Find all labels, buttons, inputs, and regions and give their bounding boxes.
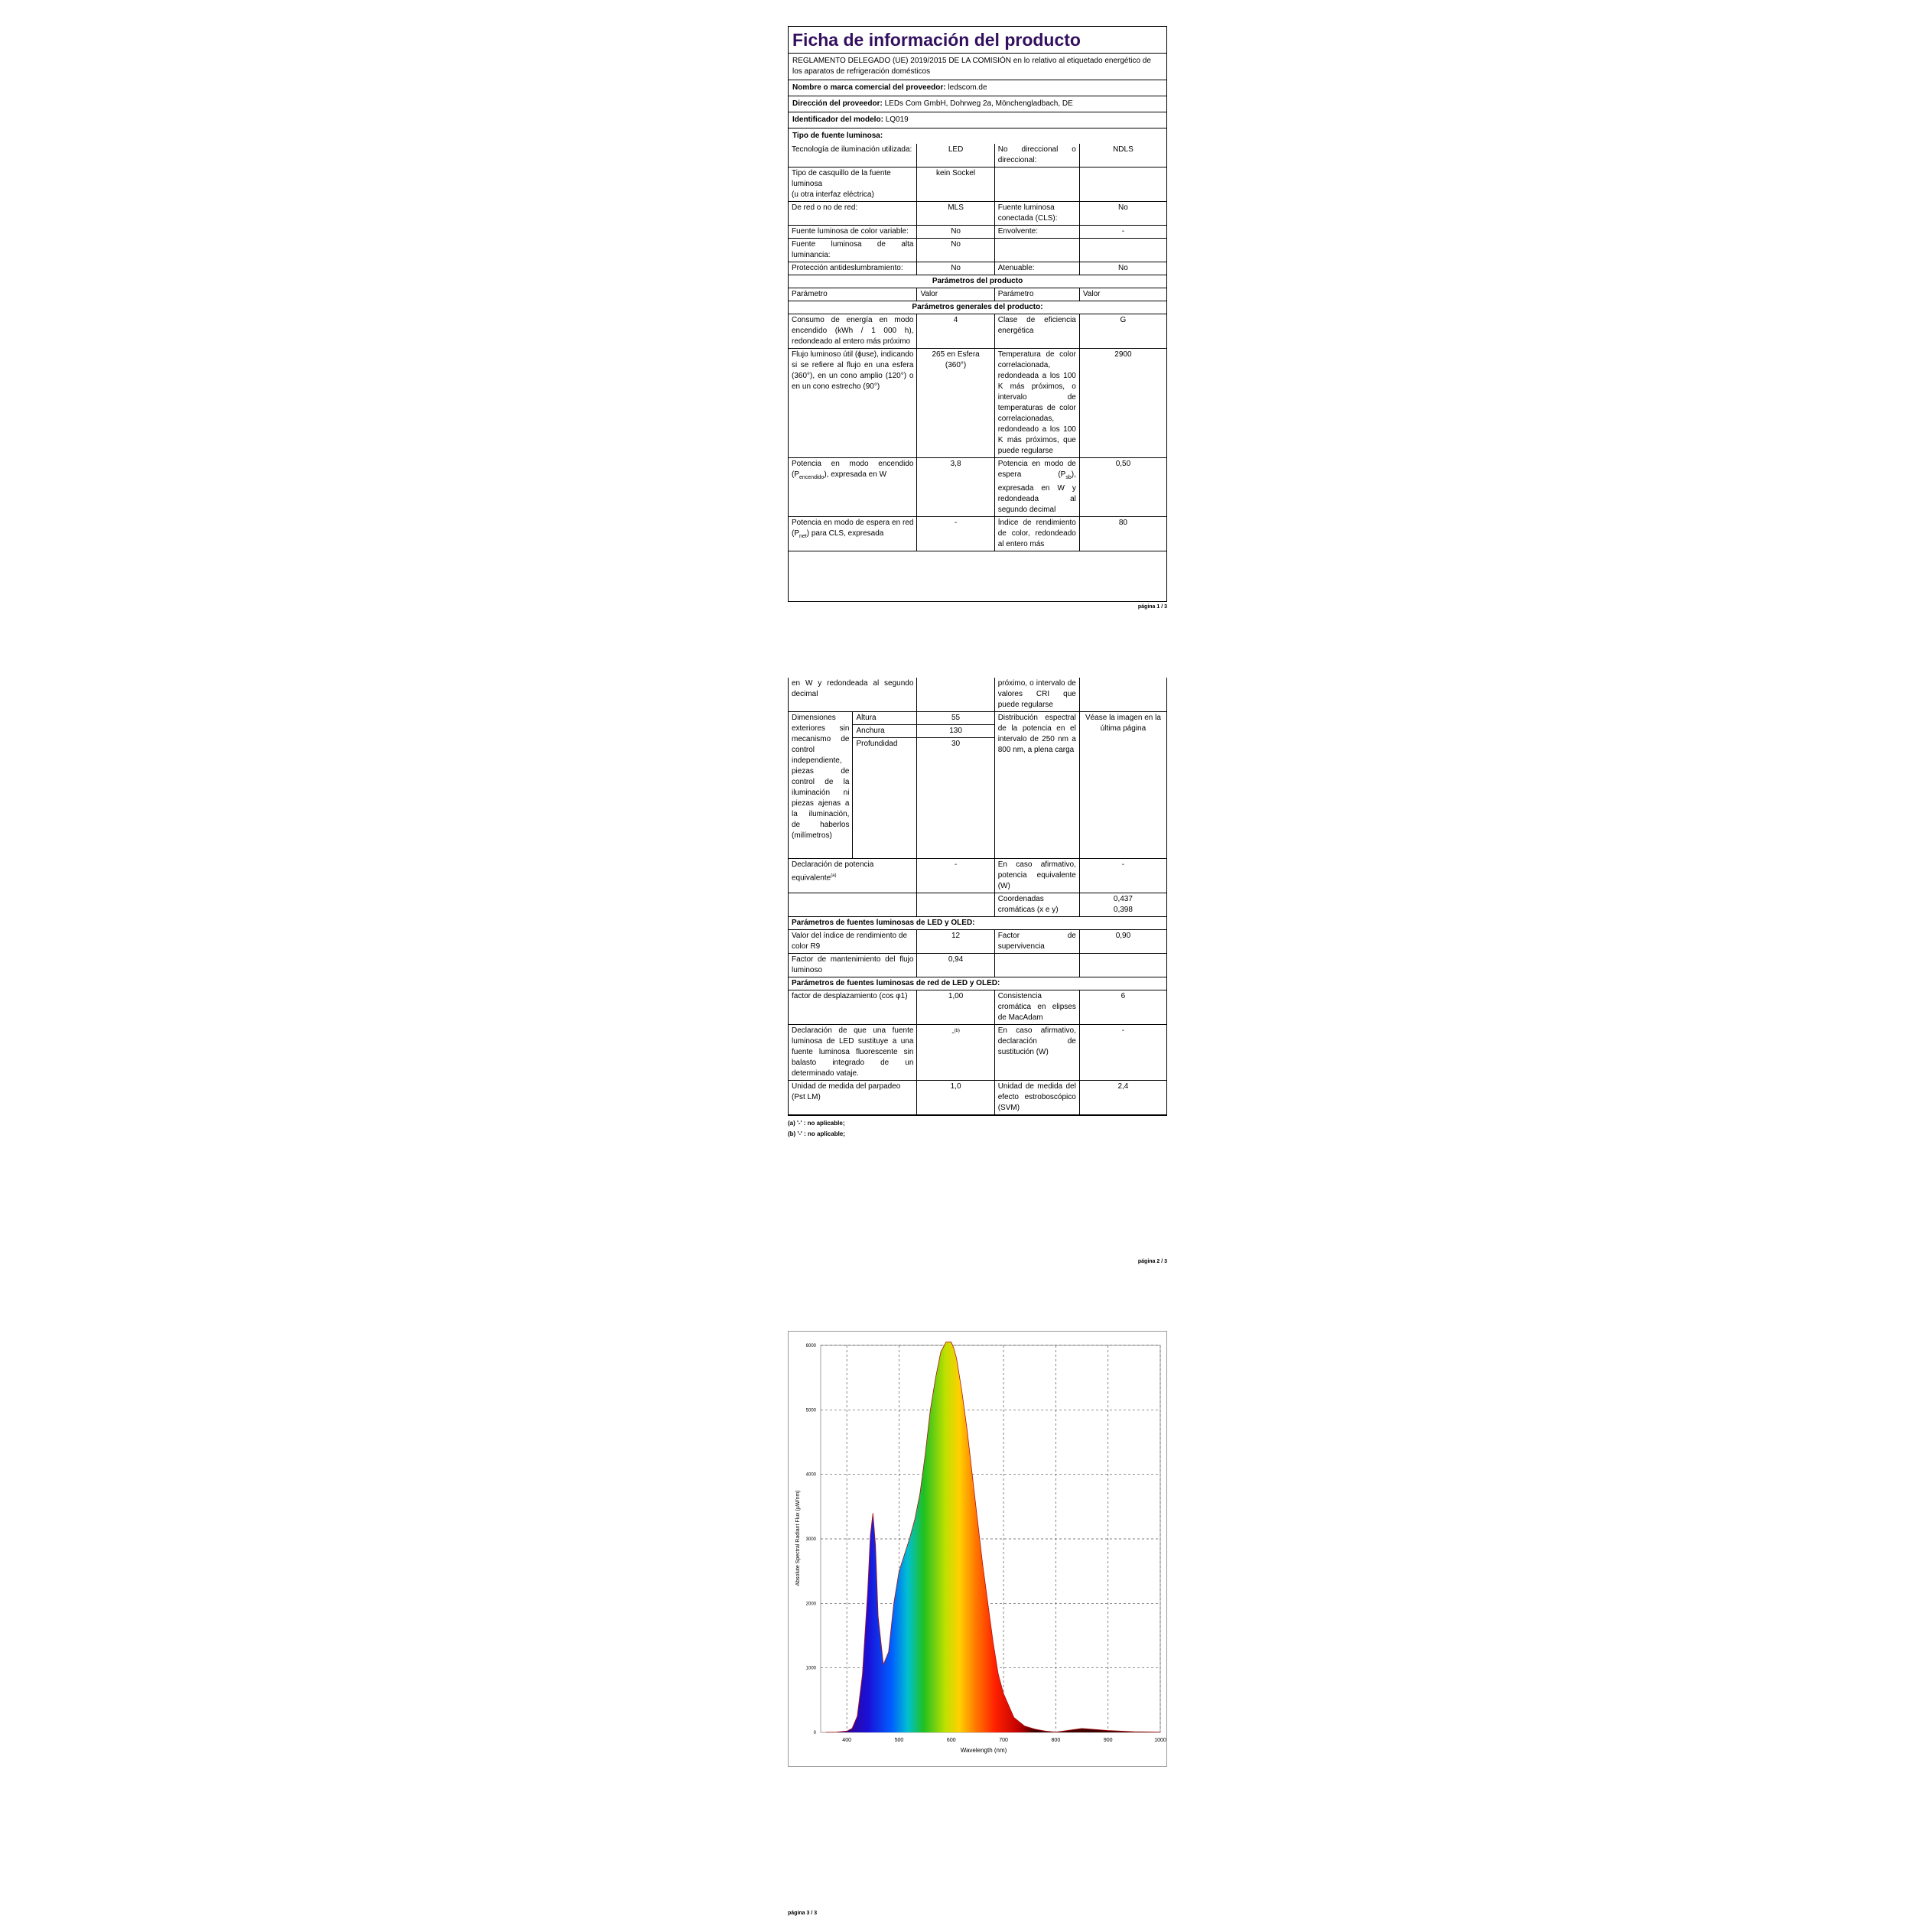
eff-class-label: Clase de eficiencia energética: [994, 314, 1079, 349]
width-label: Anchura: [853, 725, 917, 738]
empty-cell: [917, 893, 994, 917]
depth-value: 30: [917, 738, 994, 859]
equiv-label-text: Declaración de potencia equivalente: [792, 860, 874, 883]
x-tick-label: 500: [894, 1738, 904, 1743]
mains-value: MLS: [917, 202, 994, 226]
r9-value: 12: [917, 930, 994, 954]
model-label: Identificador del modelo:: [792, 115, 883, 124]
y-tick-label: 1000: [805, 1666, 816, 1671]
table-row: [789, 1025, 1166, 1081]
net-standby-label-cont: en W y redondeada al segundo decimal: [789, 678, 917, 712]
replace-w-label: En caso afirmativo, declaración de sustitución (W): [994, 1025, 1079, 1081]
page-number: página 3 / 3: [788, 1911, 818, 1916]
energy-label: Consumo de energía en modo encendido (kWh / 1 000 h), redondeado al entero más próximo: [789, 314, 917, 349]
empty-cell: [1079, 239, 1166, 262]
x-tick-label: 800: [1051, 1738, 1061, 1743]
eff-class-value: G: [1079, 314, 1166, 349]
r9-label: Valor del índice de rendimiento de color R9: [789, 930, 917, 954]
tech-label: Tecnología de iluminación utilizada:: [789, 144, 917, 168]
cri-label-cont: próximo, o intervalo de valores CRI que puede regularse: [994, 678, 1079, 712]
page-number: página 1 / 3: [1137, 604, 1167, 610]
footnote-b: (b) '-' : no aplicable;: [788, 1130, 845, 1137]
flicker-value: 1,0: [917, 1081, 994, 1115]
empty-cell: [994, 168, 1079, 202]
standby-label-a: Potencia en modo de espera (P: [997, 460, 1076, 479]
anti-glare-label: Protección antideslumbramiento:: [789, 262, 917, 275]
mains-led-params-heading: Parámetros de fuentes luminosas de red de LED y OLED:: [789, 977, 1166, 990]
x-axis-label: Wavelength (nm): [960, 1747, 1007, 1754]
y-tick-label: 6000: [805, 1344, 816, 1348]
spectrum-area: [826, 1342, 1160, 1732]
net-standby-label-a: Potencia en modo de espera en red (P: [792, 519, 914, 538]
y-tick-label: 0: [813, 1731, 816, 1735]
table-row: [789, 202, 1166, 226]
x-tick-label: 900: [1103, 1738, 1113, 1743]
cls-value: No: [1079, 202, 1166, 226]
product-sheet-part-2: [788, 678, 1167, 1116]
supplier-name-row: [789, 80, 1166, 96]
table-row: [789, 977, 1166, 990]
cri-value: 80: [1079, 517, 1166, 551]
cct-label: Temperatura de color correlacionada, redondeada a los 100 K más próximos, o intervalo de temperaturas de color correlacionadas, redondeado a los 100 K más próximos, que puede regularse: [994, 349, 1079, 458]
equiv-value: -: [917, 859, 994, 893]
width-value: 130: [917, 725, 994, 738]
product-params-heading: Parámetros del producto: [789, 275, 1166, 288]
standby-label: [994, 458, 1079, 517]
dimmable-label: Atenuable:: [994, 262, 1079, 275]
standby-sub: sb: [1065, 475, 1072, 480]
cct-value: 2900: [1079, 349, 1166, 458]
cap-label-cell: [789, 168, 917, 202]
on-power-sub: encendido: [799, 475, 825, 480]
chroma-label: Coordenadas cromáticas (x e y): [994, 893, 1079, 917]
anti-glare-value: No: [917, 262, 994, 275]
flicker-label: Unidad de medida del parpadeo (Pst LM): [789, 1081, 917, 1115]
table-row: [789, 314, 1166, 349]
table-row: [789, 349, 1166, 458]
empty-cell: [994, 954, 1079, 977]
y-axis-label: Absolute Spectral Radiant Flux (µW/nm): [795, 1490, 801, 1586]
y-tick-label: 5000: [805, 1408, 816, 1413]
supplier-address-label: Dirección del proveedor:: [792, 99, 883, 108]
table-row: [789, 678, 1166, 712]
spec-table-1: [789, 144, 1166, 551]
table-row: [789, 917, 1166, 930]
page-number: página 2 / 3: [1137, 1259, 1167, 1264]
directional-value: NDLS: [1079, 144, 1166, 168]
equiv-w-label: En caso afirmativo, potencia equivalente (W): [994, 859, 1079, 893]
spec-table-2: [789, 678, 1166, 1115]
dims-label: Dimensiones exteriores sin mecanismo de control independiente, piezas de control de la iluminación ni piezas ajenas a la iluminación, de haberlos (milímetros): [789, 712, 853, 859]
table-row: [789, 930, 1166, 954]
replace-sup: (b): [954, 1029, 960, 1033]
height-value: 55: [917, 712, 994, 725]
table-row: [789, 301, 1166, 314]
table-row: [789, 712, 1166, 725]
param-col-header-2: Parámetro: [994, 288, 1079, 301]
y-tick-label: 2000: [805, 1602, 816, 1607]
supplier-name: ledscom.de: [948, 83, 987, 92]
macadam-value: 6: [1079, 990, 1166, 1025]
disp-value: 1,00: [917, 990, 994, 1025]
table-row: [789, 275, 1166, 288]
chroma-x: 0,437: [1113, 895, 1133, 903]
net-standby-label: [789, 517, 917, 551]
cri-label: Índice de rendimiento de color, redondeado al entero más: [994, 517, 1079, 551]
lumen-maint-label: Factor de mantenimiento del flujo luminoso: [789, 954, 917, 977]
chroma-values: [1079, 893, 1166, 917]
colour-tunable-value: No: [917, 226, 994, 239]
supplier-address: LEDs Com GmbH, Dohrweg 2a, Mönchengladbach, DE: [884, 99, 1073, 108]
table-row: [789, 458, 1166, 517]
on-power-label-b: ), expresada en W: [824, 470, 887, 479]
chroma-y: 0,398: [1113, 906, 1133, 914]
flux-label: Flujo luminoso útil (ɸuse), indicando si se refiere al flujo en una esfera (360°), en un cono amplio (120°) o en un cono estrecho (90°): [789, 349, 917, 458]
svm-value: 2,4: [1079, 1081, 1166, 1115]
spectral-chart: [788, 1331, 1167, 1767]
value-col-header: Valor: [917, 288, 994, 301]
table-row: [789, 226, 1166, 239]
macadam-label: Consistencia cromática en elipses de MacAdam: [994, 990, 1079, 1025]
page-1: [788, 26, 1167, 615]
supplier-name-label: Nombre o marca comercial del proveedor:: [792, 83, 946, 92]
envelope-label: Envolvente:: [994, 226, 1079, 239]
equiv-label: [789, 859, 917, 893]
flux-value: 265 en Esfera (360°): [917, 349, 994, 458]
spd-label: Distribución espectral de la potencia en el intervalo de 250 nm a 800 nm, a plena carga: [994, 712, 1079, 859]
y-tick-label: 4000: [805, 1472, 816, 1478]
high-lum-value: No: [917, 239, 994, 262]
model-id: LQ019: [885, 115, 909, 124]
on-power-label: [789, 458, 917, 517]
product-sheet-part-1: [788, 26, 1167, 602]
empty-cell: [1079, 954, 1166, 977]
on-power-label-a: Potencia en modo encendido (P: [792, 460, 914, 479]
height-label: Altura: [853, 712, 917, 725]
survival-label: Factor de supervivencia: [994, 930, 1079, 954]
replace-w-value: -: [1079, 1025, 1166, 1081]
cap-value: kein Sockel: [917, 168, 994, 202]
page-2: [788, 678, 1167, 1267]
x-tick-label: 600: [946, 1738, 956, 1743]
x-tick-labels: [842, 1738, 1166, 1743]
page-title: Ficha de información del producto: [789, 27, 1166, 54]
led-params-heading: Parámetros de fuentes luminosas de LED y OLED:: [789, 917, 1166, 930]
cls-label: Fuente luminosa conectada (CLS):: [994, 202, 1079, 226]
x-tick-label: 400: [842, 1738, 851, 1743]
on-power-value: 3,8: [917, 458, 994, 517]
lumen-maint-value: 0,94: [917, 954, 994, 977]
directional-label: No direccional o direccional:: [994, 144, 1079, 168]
regulation-text: REGLAMENTO DELEGADO (UE) 2019/2015 DE LA COMISIÓN en lo relativo al etiquetado energético de los aparatos de refrigeración domésticos: [789, 54, 1166, 80]
table-row: [789, 517, 1166, 551]
table-row: [789, 1081, 1166, 1115]
table-row: [789, 239, 1166, 262]
equiv-sup: (a): [831, 873, 837, 878]
disp-label: factor de desplazamiento (cos φ1): [789, 990, 917, 1025]
table-row: [789, 262, 1166, 275]
spectral-chart-svg: [789, 1332, 1166, 1766]
table-row: [789, 168, 1166, 202]
y-tick-label: 3000: [805, 1537, 816, 1542]
empty-cell: [789, 893, 917, 917]
standby-label-b: ), expresada en W y redondeada al segundo decimal: [997, 470, 1076, 514]
table-row: [789, 288, 1166, 301]
replace-label: Declaración de que una fuente luminosa de LED sustituye a una fuente luminosa fluorescente sin balasto integrado de un determinado vataje.: [789, 1025, 917, 1081]
cap-label-2: (u otra interfaz eléctrica): [792, 190, 874, 199]
empty-cell: [917, 678, 994, 712]
survival-value: 0,90: [1079, 930, 1166, 954]
x-tick-label: 1000: [1154, 1738, 1166, 1743]
empty-cell: [994, 239, 1079, 262]
footnote-a: (a) '-' : no aplicable;: [788, 1120, 845, 1127]
x-tick-label: 700: [999, 1738, 1008, 1743]
net-standby-value: -: [917, 517, 994, 551]
mains-label: De red o no de red:: [789, 202, 917, 226]
net-standby-label-b: ) para CLS, expresada: [806, 529, 884, 538]
spd-value: Véase la imagen en la última página: [1079, 712, 1166, 859]
light-source-type-heading: Tipo de fuente luminosa:: [792, 132, 883, 140]
equiv-w-value: -: [1079, 859, 1166, 893]
empty-cell: [1079, 678, 1166, 712]
table-row: [789, 893, 1166, 917]
table-row: [789, 144, 1166, 168]
energy-value: 4: [917, 314, 994, 349]
table-row: [789, 859, 1166, 893]
svm-label: Unidad de medida del efecto estroboscópico (SVM): [994, 1081, 1079, 1115]
supplier-address-row: [789, 96, 1166, 112]
y-tick-labels: [806, 1344, 817, 1735]
general-params-heading: Parámetros generales del producto:: [789, 301, 1166, 314]
standby-value: 0,50: [1079, 458, 1166, 517]
envelope-value: -: [1079, 226, 1166, 239]
high-lum-label: Fuente luminosa de alta luminancia:: [789, 239, 917, 262]
cap-label: Tipo de casquillo de la fuente luminosa: [792, 169, 891, 188]
value-col-header-2: Valor: [1079, 288, 1166, 301]
replace-value-text: -: [951, 1029, 955, 1038]
dimmable-value: No: [1079, 262, 1166, 275]
model-row: [789, 112, 1166, 128]
colour-tunable-label: Fuente luminosa de color variable:: [789, 226, 917, 239]
table-row: [789, 954, 1166, 977]
table-row: [789, 990, 1166, 1025]
depth-label: Profundidad: [853, 738, 917, 859]
net-standby-sub: net: [799, 534, 807, 539]
param-col-header: Parámetro: [789, 288, 917, 301]
tech-value: LED: [917, 144, 994, 168]
empty-cell: [1079, 168, 1166, 202]
replace-value: [917, 1025, 994, 1081]
